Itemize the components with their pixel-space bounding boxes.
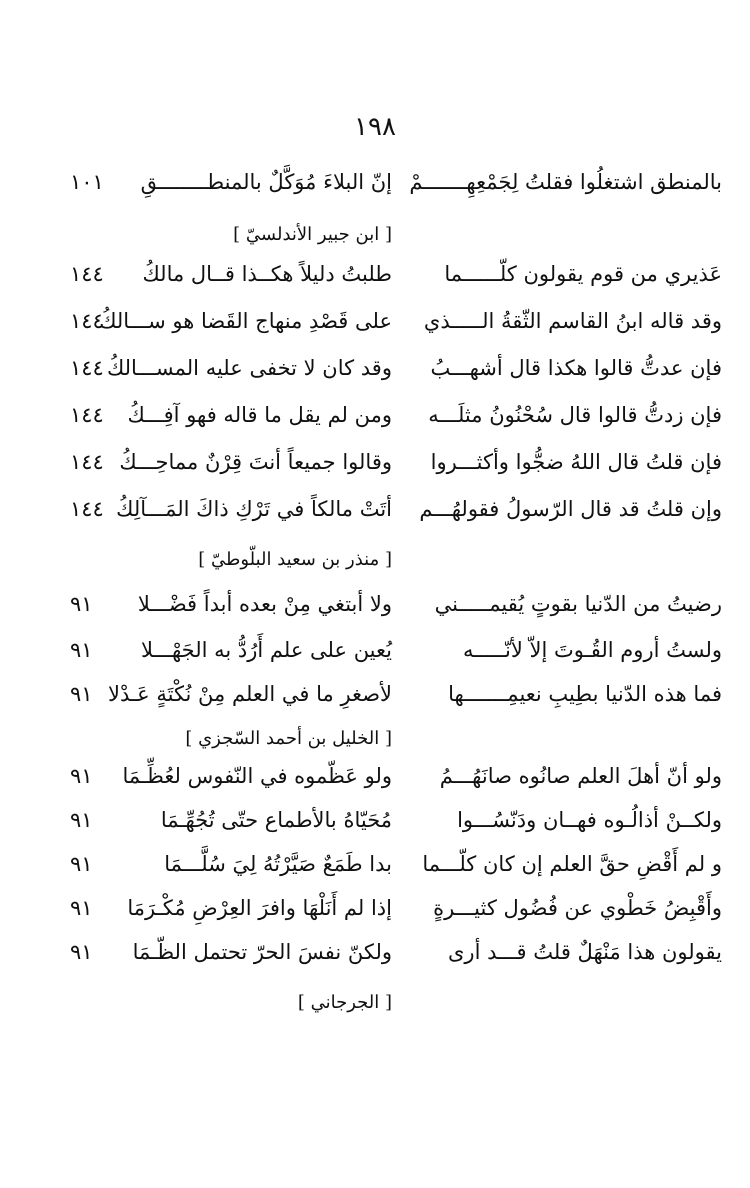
verse-row — [0, 890, 750, 926]
verse-second-hemistich: مُحَيّاهُ بالأطماع حتّى تُجُهِّـمَا — [160, 808, 392, 832]
verse-first-hemistich: فإن زدتُّ قالوا قال سُحْنُونُ مثلَـــه — [428, 403, 722, 427]
verse-row — [0, 491, 750, 527]
verse-row — [0, 846, 750, 882]
verse-reference-number: ١٤٤ — [70, 450, 104, 474]
verse-reference-number: ٩١ — [70, 940, 93, 964]
verse-second-hemistich: أتَتْ مالكاً في تَرْكِ ذاكَ المَـــآلِكُ — [116, 497, 392, 521]
verse-first-hemistich: فإن قلتُ قال اللهُ ضجُّوا وأكثـــروا — [430, 450, 722, 474]
verse-reference-number: ١٤٤ — [70, 262, 104, 286]
verse-first-hemistich: بالمنطق اشتغلُوا فقلتُ لِجَمْعِهِـــــــمْ — [409, 170, 722, 194]
attribution: [ الجرجاني ] — [297, 992, 392, 1013]
verse-row — [0, 164, 750, 200]
page-number: ١٩٨ — [354, 112, 396, 142]
attribution: [ الخليل بن أحمد السّجزي ] — [185, 728, 392, 749]
verse-second-hemistich: وقد كان لا تخفى عليه المســـالكُ — [106, 356, 392, 380]
verse-first-hemistich: عَذيري من قوم يقولون كلّــــــما — [444, 262, 722, 286]
verse-reference-number: ٩١ — [70, 682, 93, 706]
verse-row — [0, 934, 750, 970]
verse-reference-number: ٩١ — [70, 808, 93, 832]
verse-second-hemistich: ومن لم يقل ما قاله فهو آفِـــكُ — [127, 403, 392, 427]
verse-second-hemistich: يُعين على علم أَرُدُّ به الجَهْـــلا — [140, 638, 392, 662]
verse-first-hemistich: وإن قلتُ قد قال الرّسولُ فقولهُـــم — [419, 497, 722, 521]
verse-row — [0, 256, 750, 292]
verse-second-hemistich: وقالوا جميعاً أنتَ قِرْنٌ مماحِـــكُ — [119, 450, 392, 474]
verse-first-hemistich: فما هذه الدّنيا بطِيبِ نعيمِـــــــها — [448, 682, 722, 706]
attribution: [ ابن جبير الأندلسيّ ] — [233, 224, 392, 245]
verse-row — [0, 802, 750, 838]
verse-reference-number: ٩١ — [70, 852, 93, 876]
verse-second-hemistich: ولو عَظّموه في النّفوس لعُظِّـمَا — [122, 764, 392, 788]
verse-reference-number: ٩١ — [70, 764, 93, 788]
verse-second-hemistich: إنّ البلاءَ مُوَكَّلٌ بالمنطــــــــقِ — [140, 170, 392, 194]
verse-first-hemistich: فإن عدتُّ قالوا هكذا قال أشهـــبُ — [430, 356, 722, 380]
verse-second-hemistich: بدا طَمَعٌ صَيَّرْتُهُ لِيَ سُلَّـــمَا — [164, 852, 392, 876]
verse-row — [0, 676, 750, 712]
verse-second-hemistich: ولا أبتغي مِنْ بعده أبداً فَضْـــلا — [137, 592, 392, 616]
verse-first-hemistich: رضيتُ من الدّنيا بقوتٍ يُقيمـــــني — [434, 592, 722, 616]
verse-reference-number: ١٠١ — [70, 170, 104, 194]
verse-row — [0, 397, 750, 433]
verse-first-hemistich: ولو أنّ أهلَ العلم صانُوه صانَهُـــمُ — [439, 764, 722, 788]
verse-first-hemistich: ولكــنْ أذالُـوه فهــان ودَنّسُـــوا — [457, 808, 722, 832]
verse-reference-number: ١٤٤ — [70, 497, 104, 521]
verse-first-hemistich: يقولون هذا مَنْهَلٌ قلتُ قـــد أرى — [447, 940, 722, 964]
verse-first-hemistich: و لم أَقْضِ حقَّ العلم إن كان كلّـــما — [422, 852, 722, 876]
verse-reference-number: ٩١ — [70, 896, 93, 920]
verse-reference-number: ٩١ — [70, 638, 93, 662]
verse-row — [0, 444, 750, 480]
attribution: [ منذر بن سعيد البلّوطيّ ] — [198, 549, 392, 570]
verse-second-hemistich: على قَصْدِ منهاج القَضا هو ســـالكُ — [99, 309, 392, 333]
verse-second-hemistich: لأصغرِ ما في العلم مِنْ نُكْتَةٍ عَـدْلا — [107, 682, 392, 706]
verse-first-hemistich: وأَقْبِضُ خَطْوي عن فُضُول كثيـــرةٍ — [433, 896, 722, 920]
verse-first-hemistich: ولستُ أروم القُـوتَ إلاّ لأنّـــــه — [463, 638, 722, 662]
verse-row — [0, 632, 750, 668]
verse-reference-number: ١٤٤ — [70, 309, 104, 333]
verse-row — [0, 586, 750, 622]
verse-row — [0, 350, 750, 386]
verse-row — [0, 303, 750, 339]
verse-reference-number: ٩١ — [70, 592, 93, 616]
verse-second-hemistich: ولكنّ نفسَ الحرّ تحتمل الظّـمَا — [132, 940, 392, 964]
verse-reference-number: ١٤٤ — [70, 403, 104, 427]
verse-second-hemistich: طلبتُ دليلاً هكــذا قــال مالكُ — [142, 262, 392, 286]
verse-first-hemistich: وقد قاله ابنُ القاسم الثّقةُ الـــــذي — [423, 309, 722, 333]
verse-row — [0, 758, 750, 794]
verse-second-hemistich: إذا لم أَنَلْهَا وافرَ العِرْضِ مُكْـرَمَا — [127, 896, 392, 920]
verse-reference-number: ١٤٤ — [70, 356, 104, 380]
